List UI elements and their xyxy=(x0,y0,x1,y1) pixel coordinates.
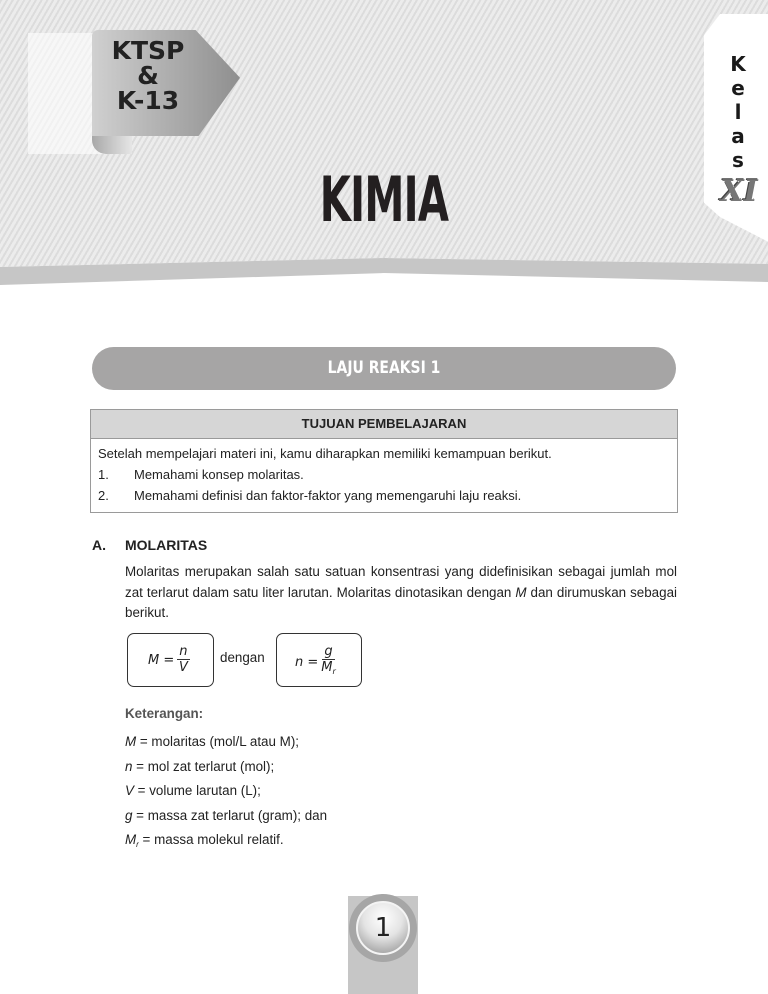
legend-symbol: M xyxy=(125,734,137,749)
fraction-denominator xyxy=(321,660,336,680)
legend-symbol: g xyxy=(125,807,133,823)
fraction-numerator: n xyxy=(179,644,188,659)
grade-letter: e xyxy=(731,76,745,100)
learning-goals-heading: TUJUAN PEMBELAJARAN xyxy=(91,410,677,439)
legend-text: = mol zat terlarut (mol); xyxy=(132,758,275,774)
paragraph-text: dan dirumuskan sebagai berikut. xyxy=(125,584,677,620)
subject-title: KIMIA xyxy=(319,163,449,236)
molarity-formula-box xyxy=(127,633,214,687)
grade-letter: K xyxy=(730,52,746,76)
legend-list xyxy=(125,730,327,858)
legend-symbol: n xyxy=(125,758,133,774)
paragraph-symbol: M xyxy=(515,584,527,600)
learning-goals-box xyxy=(90,409,678,513)
formula-fraction xyxy=(177,644,189,676)
formula-lhs: n xyxy=(295,654,304,670)
legend-item xyxy=(125,828,327,858)
ribbon-curl xyxy=(92,136,132,154)
section-paragraph xyxy=(125,562,677,624)
badge-line-k13: K-13 xyxy=(116,86,180,115)
legend-text: = massa zat terlarut (gram); dan xyxy=(132,807,328,823)
formula-fraction xyxy=(321,644,336,680)
grade-letter: l xyxy=(734,100,742,124)
legend-symbol: M xyxy=(125,832,137,847)
legend-item xyxy=(125,804,327,829)
goal-number: 2. xyxy=(98,488,109,503)
badge-line-ampersand: & xyxy=(137,61,159,90)
formula-connector: dengan xyxy=(220,650,265,665)
legend-title: Keterangan: xyxy=(125,706,204,721)
fraction-denominator: V xyxy=(178,660,188,675)
mole-formula-box xyxy=(276,633,362,687)
grade-number: XI xyxy=(720,174,758,209)
grade-label xyxy=(718,52,758,172)
goal-text: Memahami konsep molaritas. xyxy=(134,467,304,482)
legend-symbol: V xyxy=(125,783,134,798)
section-heading xyxy=(92,537,207,553)
paragraph-text: Molaritas merupakan salah satu satuan konsentrasi yang didefinisikan sebagai jumlah mol zat terlarut dalam satu liter larutan. Molaritas dinotasikan dengan xyxy=(125,564,677,600)
legend-text: = molaritas (mol/L atau M); xyxy=(136,734,300,749)
legend-item xyxy=(125,730,327,755)
legend-text: = volume larutan (L); xyxy=(133,783,261,798)
chapter-title: LAJU REAKSI 1 xyxy=(327,358,441,378)
formula-equals: = xyxy=(163,652,175,668)
section-title: MOLARITAS xyxy=(125,537,208,553)
page-number: 1 xyxy=(374,913,392,943)
goal-number: 1. xyxy=(98,467,109,482)
denominator-subscript: r xyxy=(332,667,336,676)
formula-equals: = xyxy=(307,654,319,670)
legend-item xyxy=(125,779,327,804)
section-letter: A. xyxy=(92,537,106,553)
fraction-numerator: g xyxy=(324,644,333,659)
legend-text: = massa molekul relatif. xyxy=(138,832,284,847)
legend-item xyxy=(125,755,327,780)
goal-text: Memahami definisi dan faktor-faktor yang memengaruhi laju reaksi. xyxy=(134,488,522,503)
denominator-symbol: M xyxy=(321,660,333,675)
formula-lhs: M xyxy=(148,652,160,668)
learning-goal-item xyxy=(98,464,670,485)
grade-letter: a xyxy=(731,124,745,148)
legend-subscript: r xyxy=(136,840,139,849)
badge-line-ktsp: KTSP xyxy=(111,36,185,65)
learning-goals-intro: Setelah mempelajari materi ini, kamu diharapkan memiliki kemampuan berikut. xyxy=(98,446,552,461)
grade-letter: s xyxy=(732,148,744,172)
curriculum-badge-text xyxy=(96,38,200,113)
learning-goal-item xyxy=(98,485,670,506)
